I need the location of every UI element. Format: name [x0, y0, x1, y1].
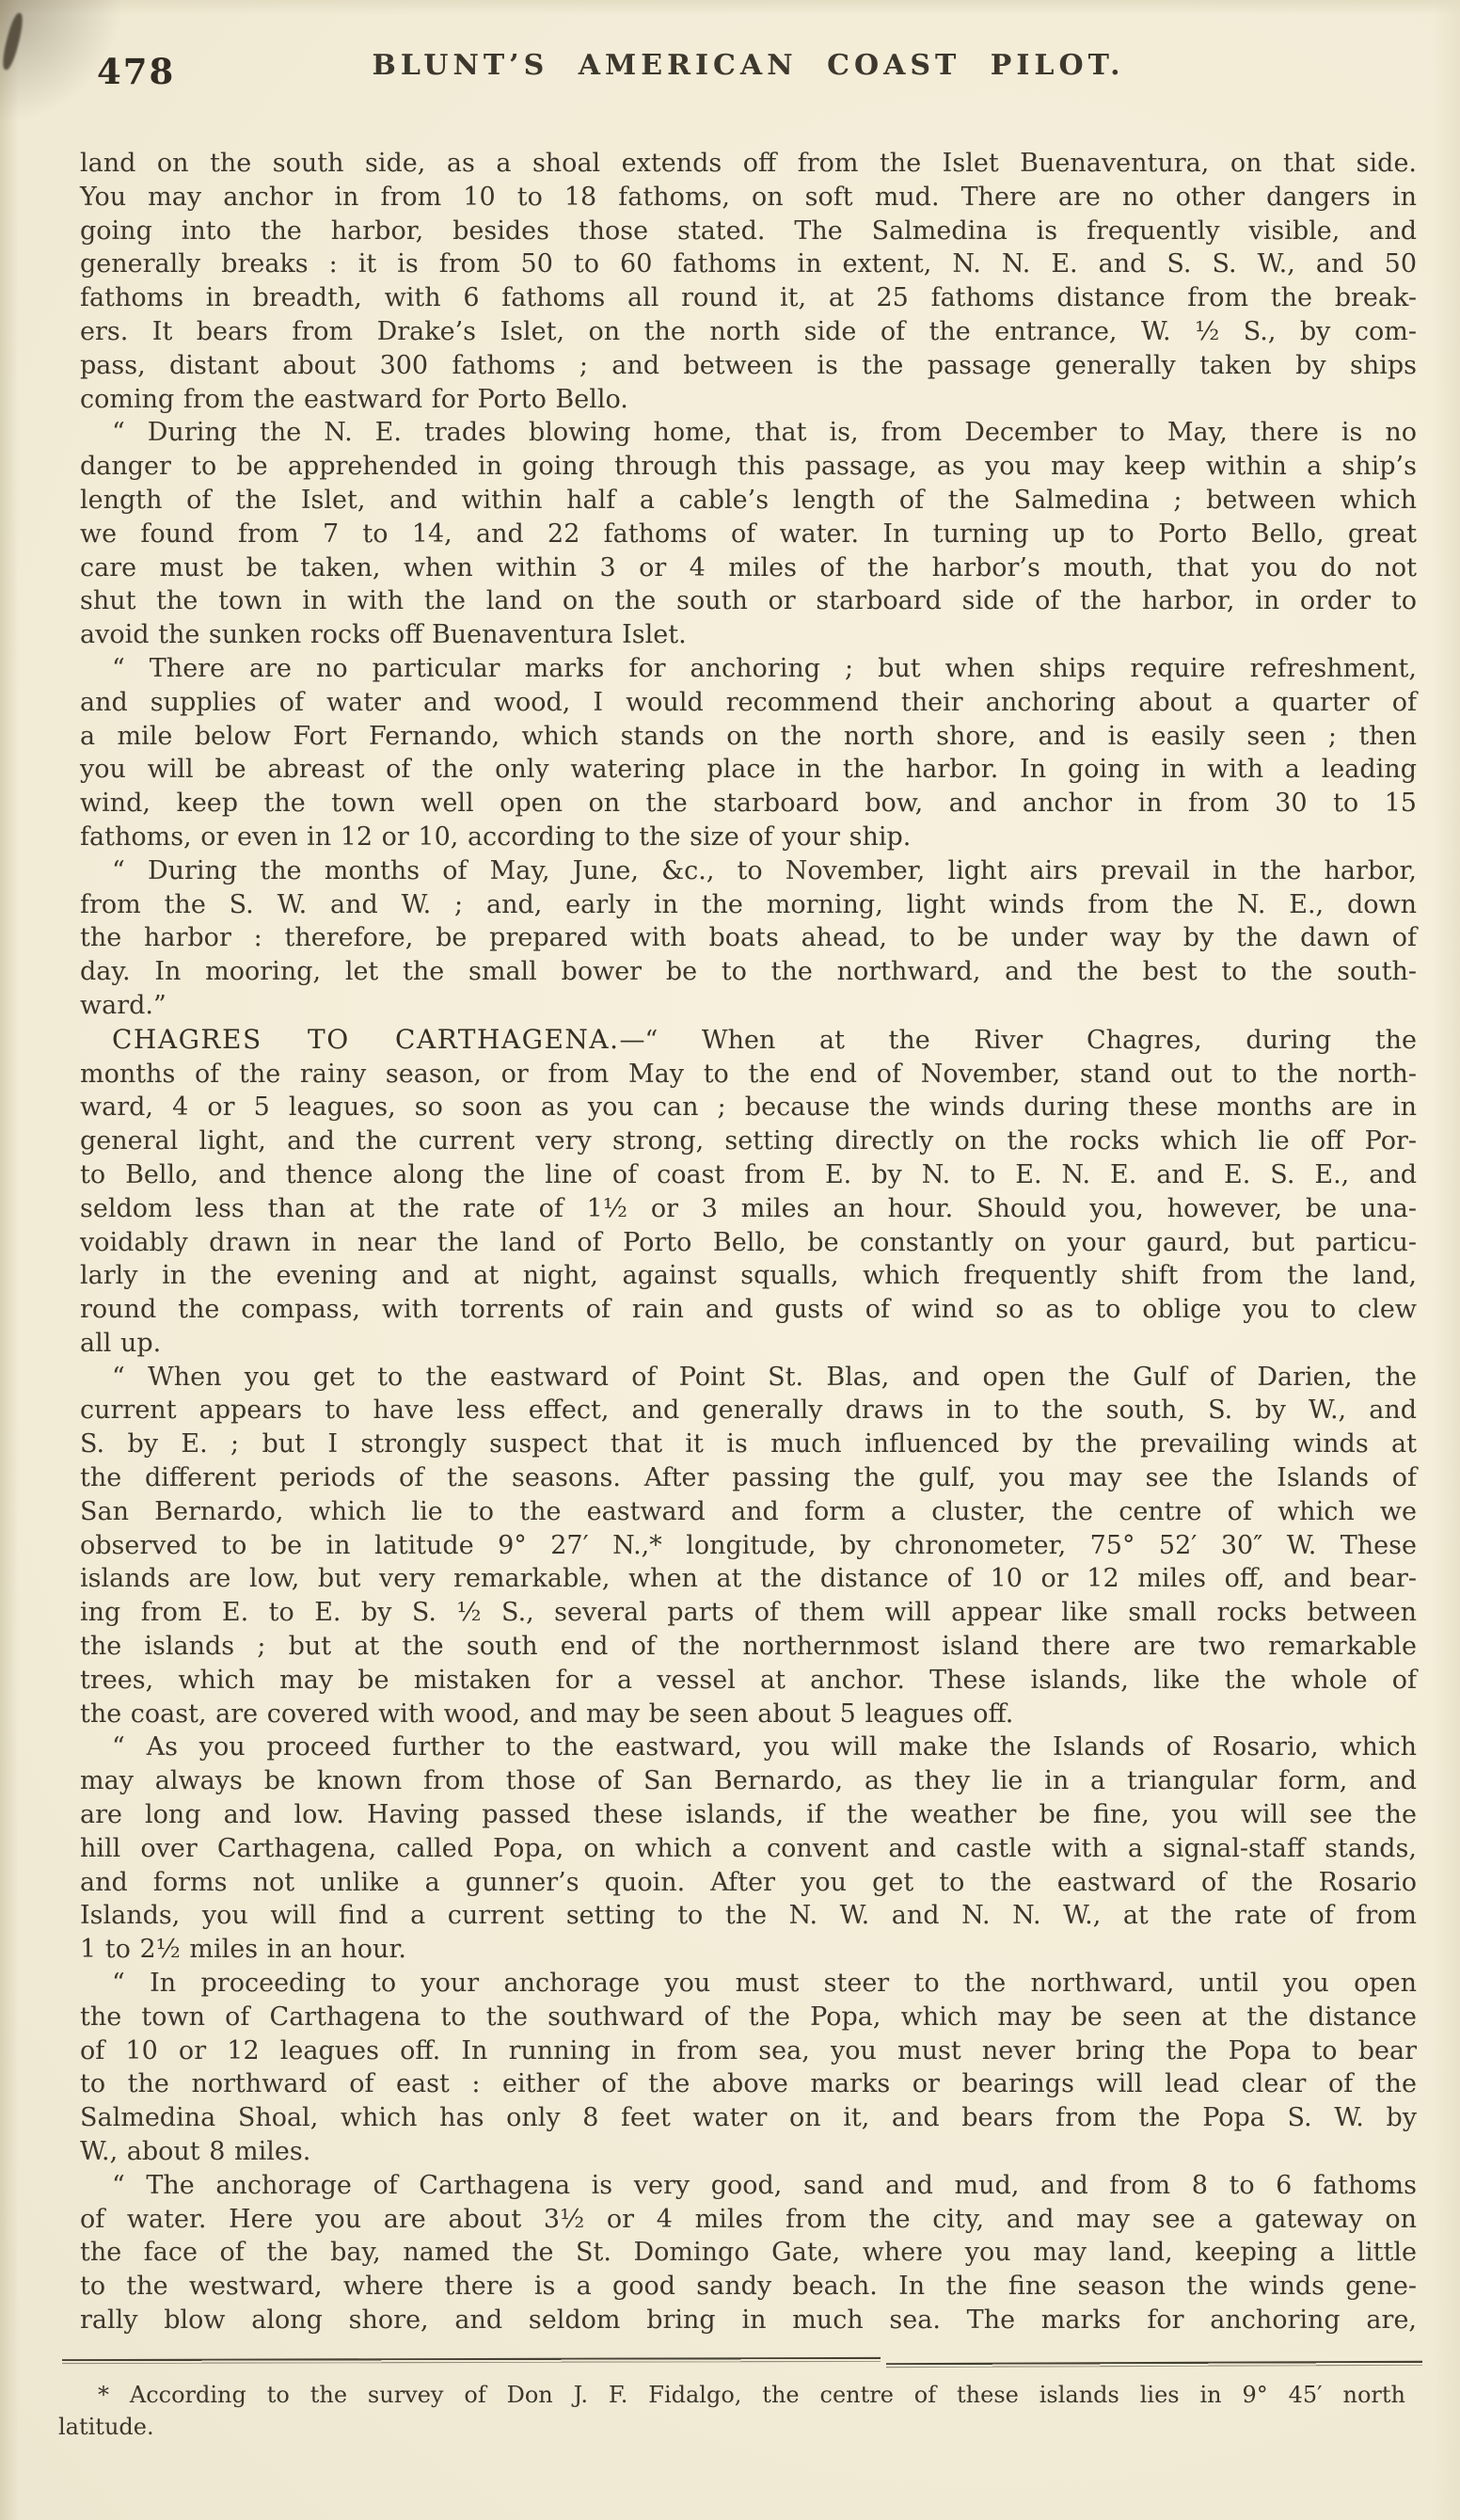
text-line: generally breaks : it is from 50 to 60 fathoms in extent, N. N. E. and S. S. W., and 50	[80, 249, 1417, 279]
text-line: ing from E. to E. by S. ½ S., several parts of them will appear like small rocks between	[80, 1598, 1417, 1628]
text-line: may always be known from those of San Bernardo, as they lie in a triangular form, and	[80, 1766, 1417, 1796]
text-line: seldom less than at the rate of 1½ or 3 miles an hour. Should you, however, be una-	[80, 1193, 1417, 1223]
page-body	[80, 147, 1417, 2337]
paragraph	[80, 1361, 1417, 1731]
text-line: fathoms, or even in 12 or 10, according to the size of your ship.	[80, 821, 912, 852]
text-line: “ There are no particular marks for anchoring ; but when ships require refreshment,	[112, 653, 1417, 683]
text-line: islands are low, but very remarkable, when at the distance of 10 or 12 miles off, and bear-	[80, 1564, 1417, 1594]
text-line: the different periods of the seasons. After passing the gulf, you may see the Islands of	[80, 1463, 1417, 1493]
paragraph	[80, 416, 1417, 652]
rule-segment-right	[886, 2361, 1422, 2368]
text-line: You may anchor in from 10 to 18 fathoms, on soft mud. There are no other dangers in	[80, 182, 1417, 212]
text-line: are long and low. Having passed these islands, if the weather be fine, you will see the	[80, 1800, 1417, 1830]
text-line: “ When you get to the eastward of Point St. Blas, and open the Gulf of Darien, the	[112, 1362, 1417, 1392]
text-line: “ In proceeding to your anchorage you must steer to the northward, until you open	[112, 1969, 1417, 1999]
text-line: care must be taken, when within 3 or 4 miles of the harbor’s mouth, that you do not	[80, 552, 1417, 582]
text-line: pass, distant about 300 fathoms ; and between is the passage generally taken by ships	[80, 350, 1417, 380]
text-line: Salmedina Shoal, which has only 8 feet water on it, and bears from the Popa S. W. by	[80, 2103, 1417, 2133]
text-line: trees, which may be mistaken for a vessel at anchor. These islands, like the whole of	[80, 1665, 1417, 1695]
text-line	[80, 1023, 1417, 1058]
text-line: observed to be in latitude 9° 27′ N.,* longitude, by chronometer, 75° 52′ 30″ W. These	[80, 1530, 1417, 1560]
text-line: current appears to have less effect, and generally draws in to the south, S. by W., and	[80, 1396, 1417, 1426]
text-line: general light, and the current very strong, setting directly on the rocks which lie off Por-	[80, 1126, 1417, 1156]
text-line: * According to the survey of Don J. F. Fidalgo, the centre of these islands lies in 9° 45′ north	[98, 2382, 1405, 2408]
text-line: danger to be apprehended in going through this passage, as you may keep within a ship’s	[80, 452, 1417, 482]
text-line: going into the harbor, besides those stated. The Salmedina is frequently visible, and	[80, 215, 1417, 246]
text-line: Islands, you will find a current setting to the N. W. and N. N. W., at the rate of from	[80, 1901, 1417, 1931]
footnote-rule	[0, 2351, 1460, 2369]
paragraph	[80, 1023, 1417, 1361]
rule-segment-left	[62, 2357, 881, 2364]
footnote	[58, 2379, 1405, 2443]
text-line: to the northward of east : either of the above marks or bearings will lead clear of the	[80, 2069, 1417, 2099]
section-heading: CHAGRES TO CARTHAGENA.	[112, 1023, 620, 1055]
scan-artifact-corner	[0, 11, 25, 71]
text-line: ward, 4 or 5 leagues, so soon as you can ; because the winds during these months are in	[80, 1093, 1417, 1123]
text-line: and supplies of water and wood, I would recommend their anchoring about a quarter of	[80, 687, 1417, 717]
text-line: land on the south side, as a shoal extends off from the Islet Buenaventura, on that side.	[80, 149, 1417, 178]
text-line: round the compass, with torrents of rain and gusts of wind so as to oblige you to clew	[80, 1295, 1417, 1325]
text-line: of water. Here you are about 3½ or 4 miles from the city, and may see a gateway on	[80, 2204, 1417, 2234]
text-line: “ During the N. E. trades blowing home, that is, from December to May, there is no	[112, 418, 1417, 448]
text-line: larly in the evening and at night, against squalls, which frequently shift from the land,	[80, 1261, 1417, 1291]
text-line: the coast, are covered with wood, and may be seen about 5 leagues off.	[80, 1699, 1014, 1729]
paragraph	[80, 147, 1417, 416]
text-line: the islands ; but at the south end of the northernmost island there are two remarkable	[80, 1632, 1417, 1662]
text-line: San Bernardo, which lie to the eastward and form a cluster, the centre of which we	[80, 1496, 1417, 1526]
page-number: 478	[97, 51, 176, 92]
text-line: shut the town in with the land on the south or starboard side of the harbor, in order to	[80, 586, 1417, 616]
paragraph	[80, 1731, 1417, 1967]
text-line: W., about 8 miles.	[80, 2137, 311, 2167]
text-line: length of the Islet, and within half a cable’s length of the Salmedina ; between which	[80, 485, 1417, 515]
text-line-rest: —“ When at the River Chagres, during the	[619, 1025, 1417, 1055]
text-line: ers. It bears from Drake’s Islet, on the north side of the entrance, W. ½ S., by com-	[80, 316, 1417, 346]
text-line: the town of Carthagena to the southward of the Popa, which may be seen at the distance	[80, 2002, 1417, 2032]
paragraph	[80, 1967, 1417, 2169]
text-line: 1 to 2½ miles in an hour.	[80, 1935, 406, 1965]
paragraph	[80, 854, 1417, 1023]
text-line: to Bello, and thence along the line of coast from E. by N. to E. N. E. and E. S. E., and	[80, 1159, 1417, 1189]
text-line: S. by E. ; but I strongly suspect that it is much influenced by the prevailing winds at	[80, 1429, 1417, 1459]
paragraph	[80, 2169, 1417, 2337]
text-line: ward.”	[80, 990, 167, 1020]
text-line: “ As you proceed further to the eastward, you will make the Islands of Rosario, which	[112, 1732, 1417, 1762]
text-line: a mile below Fort Fernando, which stands on the north shore, and is easily seen ; then	[80, 721, 1417, 751]
text-line: the harbor : therefore, be prepared with boats ahead, to be under way by the dawn of	[80, 923, 1417, 953]
page-header	[80, 49, 1417, 94]
text-line: and forms not unlike a gunner’s quoin. After you get to the eastward of the Rosario	[80, 1867, 1417, 1897]
text-line: of 10 or 12 leagues off. In running in from sea, you must never bring the Popa to bear	[80, 2035, 1417, 2065]
text-line: we found from 7 to 14, and 22 fathoms of water. In turning up to Porto Bello, great	[80, 518, 1417, 549]
running-header: BLUNT’S AMERICAN COAST PILOT.	[372, 49, 1125, 82]
text-line: day. In mooring, let the small bower be to the northward, and the best to the south-	[80, 957, 1417, 987]
text-line: fathoms in breadth, with 6 fathoms all round it, at 25 fathoms distance from the break-	[80, 283, 1417, 313]
text-line: avoid the sunken rocks off Buenaventura Islet.	[80, 620, 687, 650]
paragraph	[80, 652, 1417, 854]
text-line: to the westward, where there is a good sandy beach. In the fine season the winds gene-	[80, 2272, 1417, 2302]
text-line: coming from the eastward for Porto Bello.	[80, 384, 628, 414]
text-line: all up.	[80, 1328, 162, 1358]
text-line: latitude.	[58, 2414, 154, 2440]
text-line: hill over Carthagena, called Popa, on which a convent and castle with a signal-staff stands,	[80, 1833, 1417, 1863]
text-line: months of the rainy season, or from May to the end of November, stand out to the north-	[80, 1059, 1417, 1089]
text-line: voidably drawn in near the land of Porto Bello, be constantly on your gaurd, but particu-	[80, 1227, 1417, 1257]
text-line: rally blow along shore, and seldom bring in much sea. The marks for anchoring are,	[80, 2305, 1417, 2335]
text-line: you will be abreast of the only watering place in the harbor. In going in with a leading	[80, 755, 1417, 785]
text-line: “ The anchorage of Carthagena is very good, sand and mud, and from 8 to 6 fathoms	[112, 2170, 1417, 2200]
text-line: from the S. W. and W. ; and, early in the morning, light winds from the N. E., down	[80, 889, 1417, 919]
text-line: the face of the bay, named the St. Domingo Gate, where you may land, keeping a little	[80, 2238, 1417, 2268]
text-line: wind, keep the town well open on the starboard bow, and anchor in from 30 to 15	[80, 789, 1417, 819]
text-line: “ During the months of May, June, &c., to November, light airs prevail in the harbor,	[112, 855, 1417, 885]
